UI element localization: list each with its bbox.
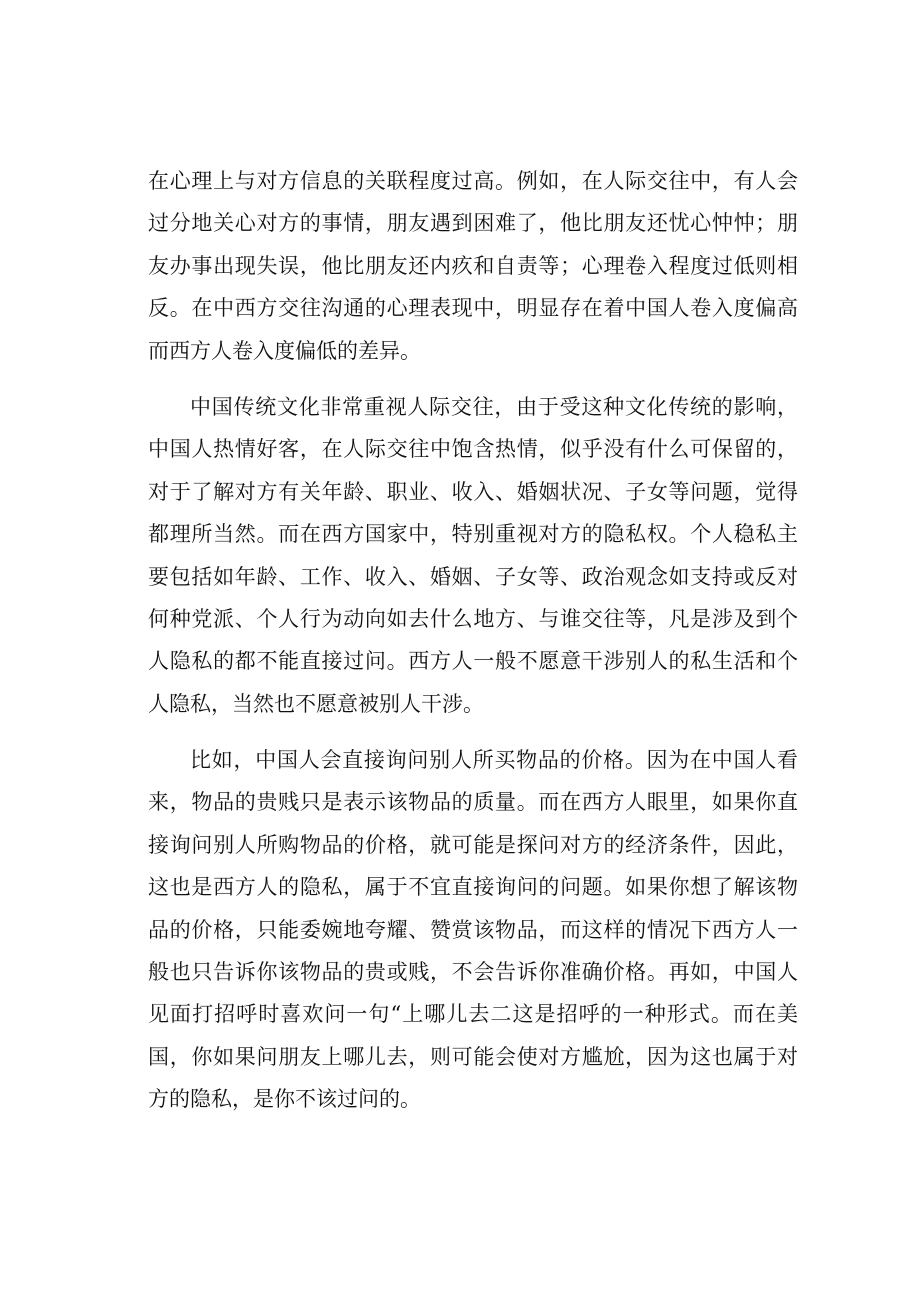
text-line: 来，物品的贵贱只是表示该物品的质量。而在西方人眼里，如果你直 — [148, 790, 798, 815]
text-line: 品的价格，只能委婉地夸耀、赞赏该物品，而这样的情况下西方人一 — [148, 917, 798, 942]
text-line: 人隐私的都不能直接过问。西方人一般不愿意干涉别人的私生活和个 — [148, 649, 798, 674]
paragraph-3 — [148, 739, 798, 1121]
text-line: 对于了解对方有关年龄、职业、收入、婚姻状况、子女等问题，觉得 — [148, 479, 798, 504]
text-line: 中国传统文化非常重视人际交往，由于受这种文化传统的影响， — [190, 394, 798, 419]
text-line: 而西方人卷入度偏低的差异。 — [148, 338, 421, 363]
paragraph-2 — [148, 386, 798, 725]
paragraph-gap — [148, 725, 798, 739]
text-line: 过分地关心对方的事情，朋友遇到困难了，他比朋友还忧心忡忡；朋 — [148, 211, 798, 236]
paragraph-1 — [148, 160, 798, 372]
text-line: 要包括如年龄、工作、收入、婚姻、子女等、政治观念如支持或反对 — [148, 564, 798, 589]
text-line: 在心理上与对方信息的关联程度过高。例如，在人际交往中，有人会 — [148, 169, 798, 193]
text-line: 般也只告诉你该物品的贵或贱，不会告诉你准确价格。再如，中国人 — [148, 960, 798, 985]
text-line: 都理所当然。而在西方国家中，特别重视对方的隐私权。个人稳私主 — [148, 522, 798, 547]
text-line: 何种党派、个人行为动向如去什么地方、与谁交往等，凡是涉及到个 — [148, 606, 798, 631]
text-line: 方的隐私，是你不该过问的。 — [148, 1087, 421, 1112]
text-line: 见面打招呼时喜欢问一句“上哪儿去二这是招呼的一种形式。而在美 — [148, 1002, 798, 1027]
text-line: 这也是西方人的隐私，属于不宜直接询问的问题。如果你想了解该物 — [148, 875, 798, 900]
text-line: 比如，中国人会直接询问别人所买物品的价格。因为在中国人看 — [190, 748, 798, 773]
text-line: 国，你如果问朋友上哪儿去，则可能会使对方尴尬，因为这也属于对 — [148, 1044, 798, 1069]
text-line: 人隐私，当然也不愿意被别人干涉。 — [148, 691, 484, 716]
paragraph-gap — [148, 372, 798, 386]
text-line: 反。在中西方交往沟通的心理表现中，明显存在着中国人卷入度偏高 — [148, 296, 798, 321]
text-line: 接询问别人所购物品的价格，就可能是探问对方的经济条件，因此， — [148, 832, 798, 857]
text-line: 中国人热情好客，在人际交往中饱含热情，似乎没有什么可保留的， — [148, 437, 798, 462]
text-line: 友办事出现失误，他比朋友还内疚和自责等；心理卷入程度过低则相 — [148, 253, 798, 278]
document-page — [148, 160, 798, 1121]
